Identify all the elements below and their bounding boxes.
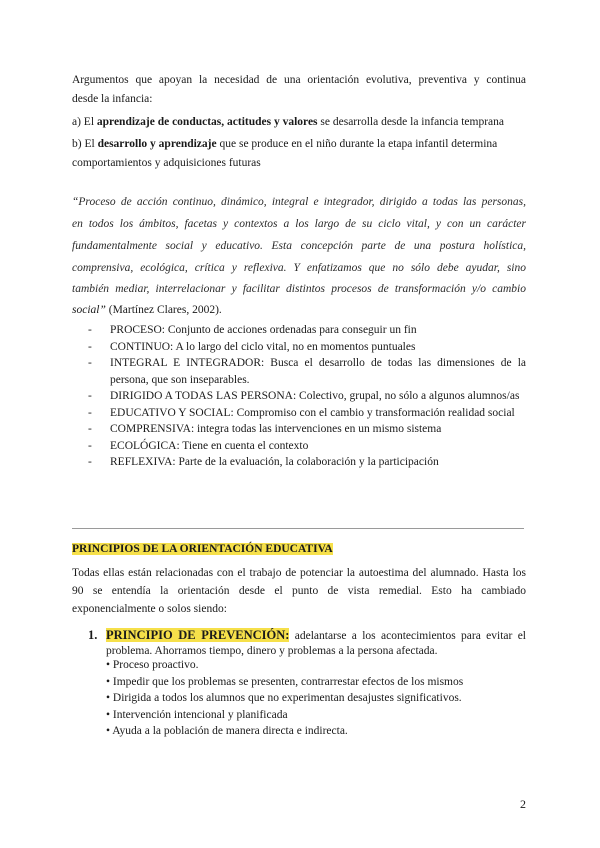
intro-item-a	[72, 112, 504, 132]
intro-item-b-line-2: comportamientos y adquisiciones futuras	[72, 157, 261, 169]
intro-item-b-bold: desarrollo y aprendizaje	[97, 138, 217, 150]
intro-item-b	[72, 134, 497, 154]
list-item: - DIRIGIDO A TODAS LAS PERSONA: Colectivo, grupal, no sólo a algunos alumnos/as	[88, 390, 520, 402]
principle-bullets	[106, 657, 463, 740]
page-number: 2	[520, 797, 526, 811]
section-heading	[72, 539, 333, 559]
list-item: - COMPRENSIVA: integra todas las intervenciones en un mismo sistema	[88, 423, 442, 435]
intro-item-a-rest: se desarrolla desde la infancia temprana	[317, 116, 504, 128]
intro-item-a-prefix: a) El	[72, 116, 97, 128]
principle-number: 1.	[88, 628, 98, 642]
principle-desc-1: adelantarse a los acontecimientos para evitar el	[289, 630, 526, 642]
list-item: - EDUCATIVO Y SOCIAL: Compromiso con el cambio y transformación realidad social	[88, 406, 515, 419]
list-item: • Impedir que los problemas se presenten, contrarrestar efectos de los mismos	[106, 675, 464, 688]
intro-item-b-prefix: b) El	[72, 138, 98, 150]
intro-item-b-rest: que se produce en el niño durante la etapa infantil determina	[216, 138, 498, 150]
list-item: • Ayuda a la población de manera directa e indirecta.	[106, 725, 348, 737]
list-item: • Proceso proactivo.	[106, 659, 199, 671]
quote-ending: social”	[72, 304, 109, 316]
quote-line-4: comprensiva, ecológica, crítica y reflexiva. Y enfatizamos que no sólo debe ayudar, sino	[72, 262, 526, 274]
section-divider	[72, 528, 524, 529]
quote-line-3: fundamentalmente social y educativo. Esta concepción parte de una postura holística,	[72, 240, 526, 252]
principle-title: PRINCIPIO DE PREVENCIÓN:	[106, 628, 290, 642]
section-heading-text: PRINCIPIOS DE LA ORIENTACIÓN EDUCATIVA	[72, 543, 333, 555]
list-item: - REFLEXIVA: Parte de la evaluación, la colaboración y la participación	[88, 456, 439, 468]
intro-line-2: desde la infancia:	[72, 93, 153, 105]
list-item: • Intervención intencional y planificada	[106, 708, 288, 721]
list-item: - ECOLÓGICA: Tiene en cuenta el contexto	[88, 439, 309, 452]
principle-desc-2: problema. Ahorramos tiempo, dinero y problemas a la persona afectada.	[106, 645, 438, 657]
list-item: - INTEGRAL E INTEGRADOR: Busca el desarrollo de todas las dimensiones de la persona, que son inseparables.	[88, 357, 526, 386]
intro-item-a-bold: aprendizaje de conductas, actitudes y valores	[96, 116, 318, 128]
intro-line-1: Argumentos que apoyan la necesidad de una orientación evolutiva, preventiva y continua	[72, 74, 526, 86]
quote-citation: (Martínez Clares, 2002).	[108, 304, 222, 316]
quote-line-6	[72, 300, 222, 320]
list-item: - PROCESO: Conjunto de acciones ordenadas para conseguir un fin	[88, 324, 417, 336]
quote-line-1: “Proceso de acción continuo, dinámico, integral e integrador, dirigido a todas las personas,	[72, 196, 526, 208]
section-paragraph: Todas ellas están relacionadas con el trabajo de potenciar la autoestima del alumnado. Hasta los 90 se entendía la orientación desde el punto de vista remedial. Esto ha cambiado exponencialmente o solos siendo:	[72, 567, 526, 615]
quote-line-2: en todos los ámbitos, facetas y contextos a los largo de su ciclo vital, y con un carácter	[72, 218, 526, 230]
characteristics-list	[88, 322, 526, 471]
list-item: - CONTINUO: A lo largo del ciclo vital, no en momentos puntuales	[88, 340, 416, 353]
quote-line-5: también mediar, interrelacionar y facilitar distintos procesos de transformación y/o cambio	[72, 283, 526, 295]
list-item: • Dirigida a todos los alumnos que no experimentan desajustes significativos.	[106, 692, 462, 704]
